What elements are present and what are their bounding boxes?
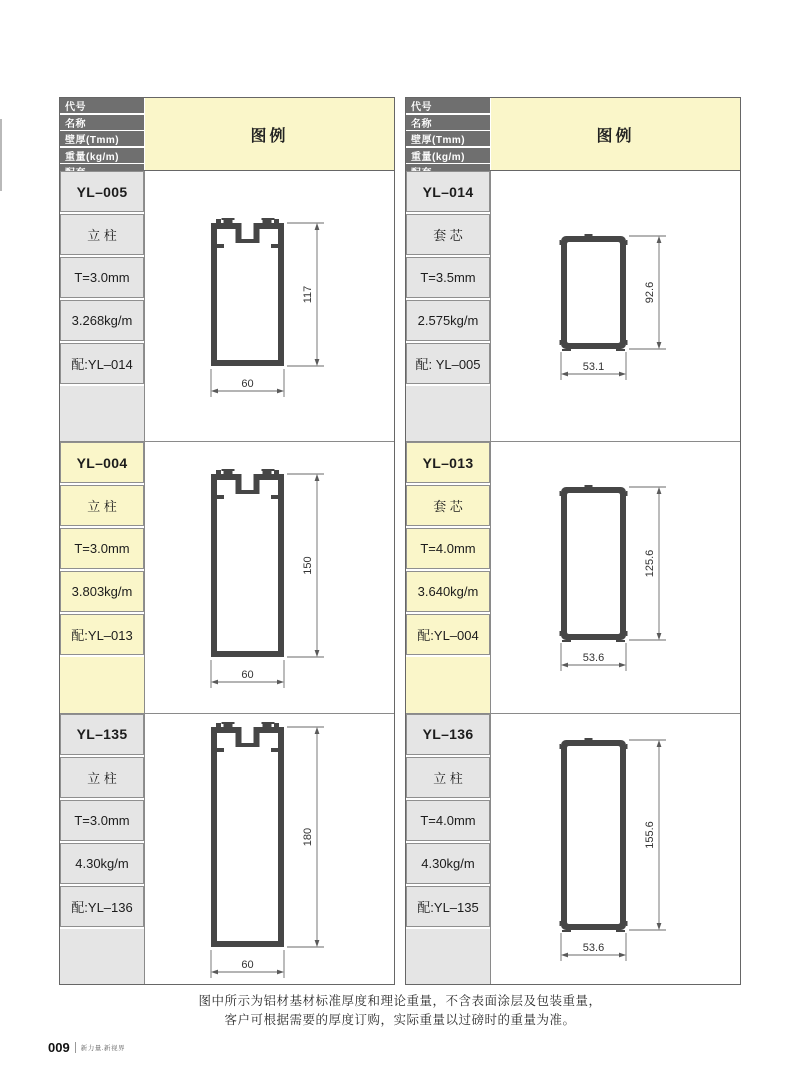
profile-thickness: T=3.0mm (60, 528, 144, 569)
profile-code: YL–013 (406, 442, 490, 483)
profile-row (406, 441, 740, 712)
profile-name: 套 芯 (406, 214, 490, 255)
spec-column-filler (60, 386, 144, 441)
page-edge-mark (0, 119, 2, 191)
profile-drawing (145, 714, 394, 984)
mullion-cross-section (207, 717, 332, 981)
spec-header-label: 名称 (406, 115, 490, 130)
spec-column (60, 714, 145, 984)
spec-column (406, 442, 491, 712)
svg-text:53.6: 53.6 (582, 651, 605, 664)
spec-column-filler (406, 929, 490, 984)
profile-name: 立 柱 (60, 757, 144, 798)
legend-title: 图例 (250, 127, 289, 145)
spec-column (406, 714, 491, 984)
footer-divider (75, 1042, 76, 1053)
profile-thickness: T=3.5mm (406, 257, 490, 298)
profile-weight: 3.640kg/m (406, 571, 490, 612)
svg-text:150: 150 (302, 556, 314, 575)
spec-header-label: 重量(kg/m) (406, 148, 490, 163)
mullion-cross-section (207, 464, 332, 691)
legend-title: 图例 (596, 127, 635, 145)
svg-text:155.6: 155.6 (644, 821, 656, 849)
svg-text:117: 117 (302, 285, 314, 303)
footnote-line-1: 图中所示为铝材基材标准厚度和理论重量，不含表面涂层及包装重量， (198, 994, 602, 1008)
profile-row (406, 713, 740, 984)
profile-row (60, 171, 394, 441)
profile-table (405, 97, 741, 985)
spec-column-filler (60, 657, 144, 712)
profile-thickness: T=4.0mm (406, 528, 490, 569)
profile-name: 套 芯 (406, 485, 490, 526)
profile-weight: 3.803kg/m (60, 571, 144, 612)
profile-match: 配:YL–004 (406, 614, 490, 655)
profile-weight: 3.268kg/m (60, 300, 144, 341)
profile-drawing (145, 442, 394, 712)
profile-weight: 4.30kg/m (60, 843, 144, 884)
profile-row (60, 441, 394, 712)
spec-header-label: 代号 (60, 98, 144, 113)
sleeve-cross-section (557, 230, 674, 383)
profile-code: YL–004 (60, 442, 144, 483)
profile-drawing (145, 171, 394, 441)
svg-text:180: 180 (302, 827, 314, 846)
sleeve-cross-section (557, 734, 674, 964)
profile-spec-tables (59, 97, 741, 985)
legend-header (491, 98, 740, 170)
spec-header-labels (406, 98, 491, 170)
profile-weight: 2.575kg/m (406, 300, 490, 341)
svg-text:60: 60 (241, 377, 254, 390)
sleeve-cross-section (557, 481, 674, 674)
table-header (60, 98, 394, 171)
spec-header-label: 重量(kg/m) (60, 148, 144, 163)
spec-header-labels (60, 98, 145, 170)
page-number: 009 (48, 1040, 70, 1055)
footnote-line-2: 客户可根据需要的厚度订购，实际重量以过磅时的重量为准。 (224, 1013, 576, 1027)
profile-match: 配:YL–013 (60, 614, 144, 655)
profile-code: YL–005 (60, 171, 144, 212)
page-footer (48, 1040, 125, 1055)
legend-header (145, 98, 394, 170)
profile-weight: 4.30kg/m (406, 843, 490, 884)
spec-header-label: 名称 (60, 115, 144, 130)
svg-text:125.6: 125.6 (644, 549, 656, 578)
profile-drawing (491, 714, 740, 984)
profile-match: 配: YL–005 (406, 343, 490, 384)
footer-slogan: 新力量.新视界 (80, 1045, 126, 1052)
spec-header-label: 壁厚(Tmm) (406, 131, 490, 146)
profile-code: YL–135 (60, 714, 144, 755)
footnote (0, 992, 800, 1030)
profile-match: 配:YL–136 (60, 886, 144, 927)
spec-column-filler (406, 386, 490, 441)
spec-column (406, 171, 491, 441)
profile-name: 立 柱 (406, 757, 490, 798)
spec-column-filler (406, 657, 490, 712)
profile-drawing (491, 171, 740, 441)
profile-match: 配:YL–135 (406, 886, 490, 927)
spec-column-filler (60, 929, 144, 984)
svg-text:60: 60 (241, 668, 254, 681)
profile-row (60, 713, 394, 984)
profile-table (59, 97, 395, 985)
svg-text:92.6: 92.6 (644, 281, 656, 303)
svg-text:53.1: 53.1 (582, 360, 605, 373)
spec-header-label: 代号 (406, 98, 490, 113)
profile-thickness: T=3.0mm (60, 800, 144, 841)
profile-name: 立 柱 (60, 214, 144, 255)
svg-text:53.6: 53.6 (582, 941, 605, 954)
profile-name: 立 柱 (60, 485, 144, 526)
profile-row (406, 171, 740, 441)
table-header (406, 98, 740, 171)
spec-column (60, 171, 145, 441)
profile-code: YL–136 (406, 714, 490, 755)
profile-code: YL–014 (406, 171, 490, 212)
spec-column (60, 442, 145, 712)
mullion-cross-section (207, 213, 332, 400)
spec-header-label: 壁厚(Tmm) (60, 131, 144, 146)
profile-thickness: T=3.0mm (60, 257, 144, 298)
profile-match: 配:YL–014 (60, 343, 144, 384)
svg-text:60: 60 (241, 958, 254, 971)
profile-drawing (491, 442, 740, 712)
profile-thickness: T=4.0mm (406, 800, 490, 841)
